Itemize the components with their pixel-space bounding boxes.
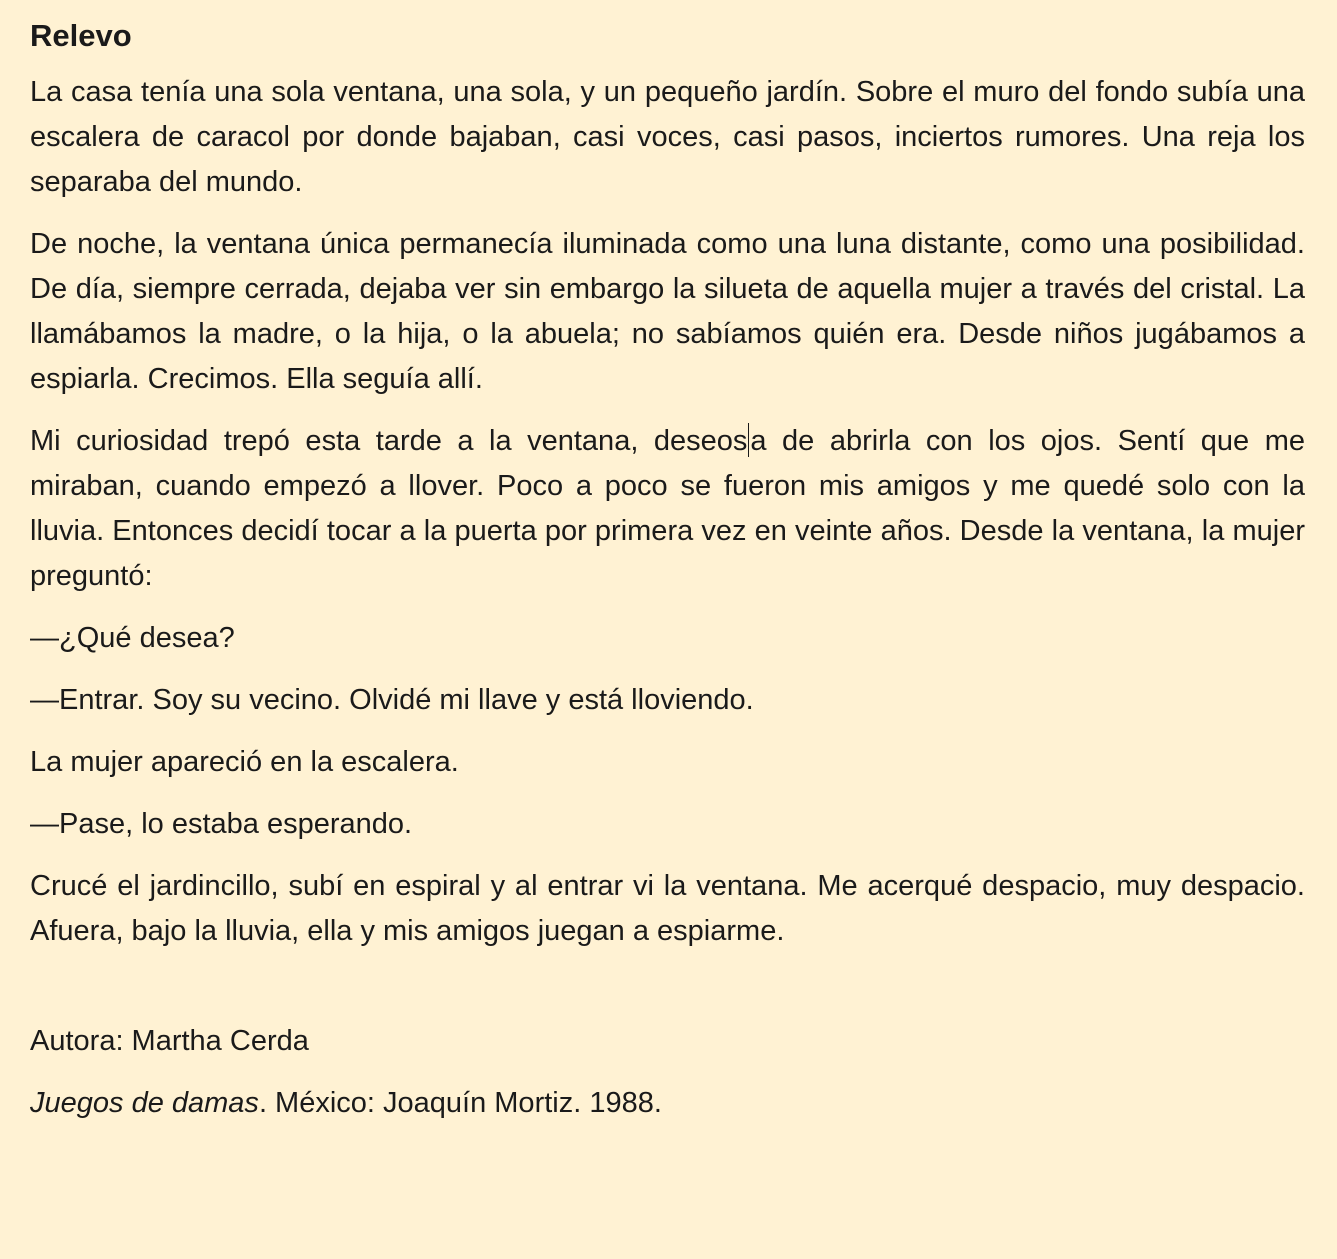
dialogue-line-4[interactable]: —Pase, lo estaba esperando. xyxy=(30,808,413,840)
dialogue-line-1[interactable]: —¿Qué desea? xyxy=(30,622,235,654)
paragraph-3[interactable] xyxy=(30,419,1305,599)
section-spacer xyxy=(30,971,1305,1019)
citation-details: . México: Joaquín Mortiz. 1988. xyxy=(258,1087,662,1119)
closing-paragraph[interactable]: Crucé el jardincillo, subí en espiral y al entrar vi la ventana. Me acerqué despacio, muy despacio. Afuera, bajo la lluvia, ella y mis amigos juegan a espiarme. xyxy=(30,870,1305,947)
paragraph-3-text-after-caret: a de abrirla con los ojos. Sentí que me miraban, cuando empezó a llover. Poco a poco se fueron mis amigos y me quedé solo con la lluvia. Entonces decidí tocar a la puerta por primera vez en veinte años. Desde la ventana, la mujer preguntó: xyxy=(30,425,1305,592)
author-line[interactable]: Autora: Martha Cerda xyxy=(30,1025,309,1057)
paragraph-2[interactable]: De noche, la ventana única permanecía iluminada como una luna distante, como una posibilidad. De día, siempre cerrada, dejaba ver sin embargo la silueta de aquella mujer a través del cristal. La llamábamos la madre, o la hija, o la abuela; no sabíamos quién era. Desde niños jugábamos a espiarla. Crecimos. Ella seguía allí. xyxy=(30,228,1305,395)
dialogue-line-2[interactable]: —Entrar. Soy su vecino. Olvidé mi llave y está lloviendo. xyxy=(30,684,754,716)
paragraph-3-text-before-caret: Mi curiosidad trepó esta tarde a la ventana, deseos xyxy=(30,425,748,457)
paragraph-1[interactable]: La casa tenía una sola ventana, una sola, y un pequeño jardín. Sobre el muro del fondo subía una escalera de caracol por donde bajaban, casi voces, casi pasos, inciertos rumores. Una reja los separaba del mundo. xyxy=(30,76,1305,198)
dialogue-line-3[interactable]: La mujer apareció en la escalera. xyxy=(30,746,459,778)
story-title: Relevo xyxy=(30,18,132,53)
source-citation[interactable] xyxy=(30,1081,1305,1126)
book-title: Juegos de damas xyxy=(30,1087,259,1119)
